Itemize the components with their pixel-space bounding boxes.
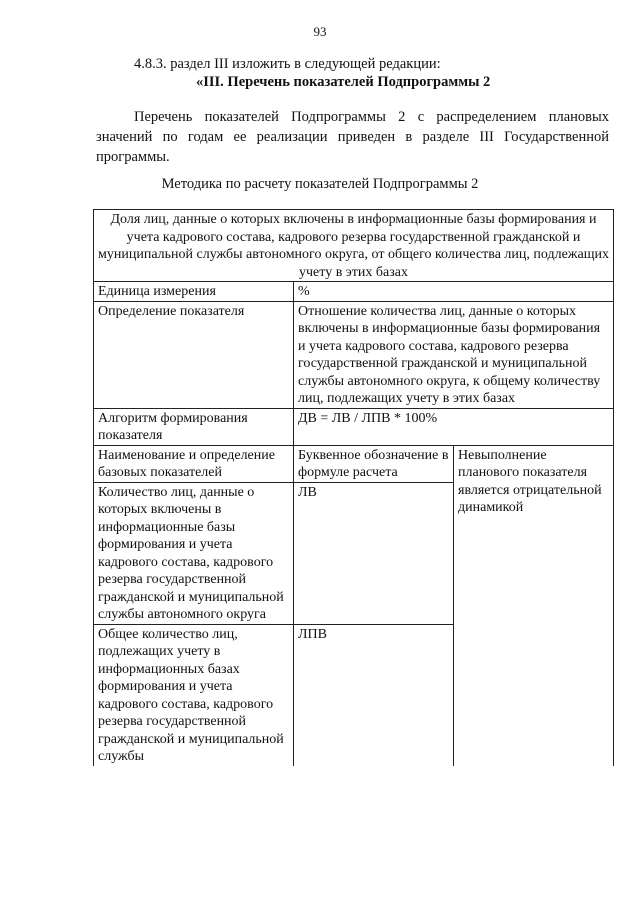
table-row — [94, 210, 614, 282]
methodology-title: Методика по расчету показателей Подпрограммы 2 — [161, 176, 479, 192]
base-indicator-name-cell: Общее количество лиц, подлежащих учету в информационных базах формирования и учета кадрового состава, кадрового резерва государственной гражданской и муниципальной службы — [94, 624, 294, 766]
base-indicator-symbol-cell: ЛПВ — [294, 624, 454, 766]
table-row — [94, 301, 614, 408]
amendment-line: 4.8.3. раздел III изложить в следующей редакции: — [134, 56, 441, 72]
table-row — [94, 282, 614, 302]
note-cell: Невыполнение планового показателя является отрицательной динамикой — [454, 445, 614, 766]
table-row — [94, 408, 614, 445]
intro-paragraph: Перечень показателей Подпрограммы 2 с распределением плановых значений по годам ее реализации приведен в разделе III Государственной программы. — [96, 109, 609, 165]
definition-value-cell: Отношение количества лиц, данные о которых включены в информационные базы формирования и учета кадрового состава, кадрового резерва государственной гражданской и муниципальной службы автономного округа, к общему количеству лиц, подлежащих учету в этих базах — [294, 301, 614, 408]
algorithm-label-cell: Алгоритм формирования показателя — [94, 408, 294, 445]
unit-value-cell: % — [294, 282, 614, 302]
table-row — [94, 445, 614, 482]
definition-label-cell: Определение показателя — [94, 301, 294, 408]
symbol-header-cell: Буквенное обозначение в формуле расчета — [294, 445, 454, 482]
indicator-title-cell: Доля лиц, данные о которых включены в информационные базы формирования и учета кадрового состава, кадрового резерва государственной гражданской и муниципальной службы автономного округа, от общего количества лиц, подлежащих учету в этих базах — [94, 210, 614, 282]
page-number: 93 — [313, 24, 327, 39]
base-indicator-symbol-cell: ЛВ — [294, 482, 454, 624]
methodology-table — [93, 209, 614, 766]
unit-label-cell: Единица измерения — [94, 282, 294, 302]
base-indicators-header-cell: Наименование и определение базовых показателей — [94, 445, 294, 482]
base-indicator-name-cell: Количество лиц, данные о которых включены в информационные базы формирования и учета кадрового состава, кадрового резерва государственной гражданской и муниципальной службы автономного округа — [94, 482, 294, 624]
algorithm-value-cell: ДВ = ЛВ / ЛПВ * 100% — [294, 408, 614, 445]
section-heading: «III. Перечень показателей Подпрограммы 2 — [196, 74, 491, 90]
